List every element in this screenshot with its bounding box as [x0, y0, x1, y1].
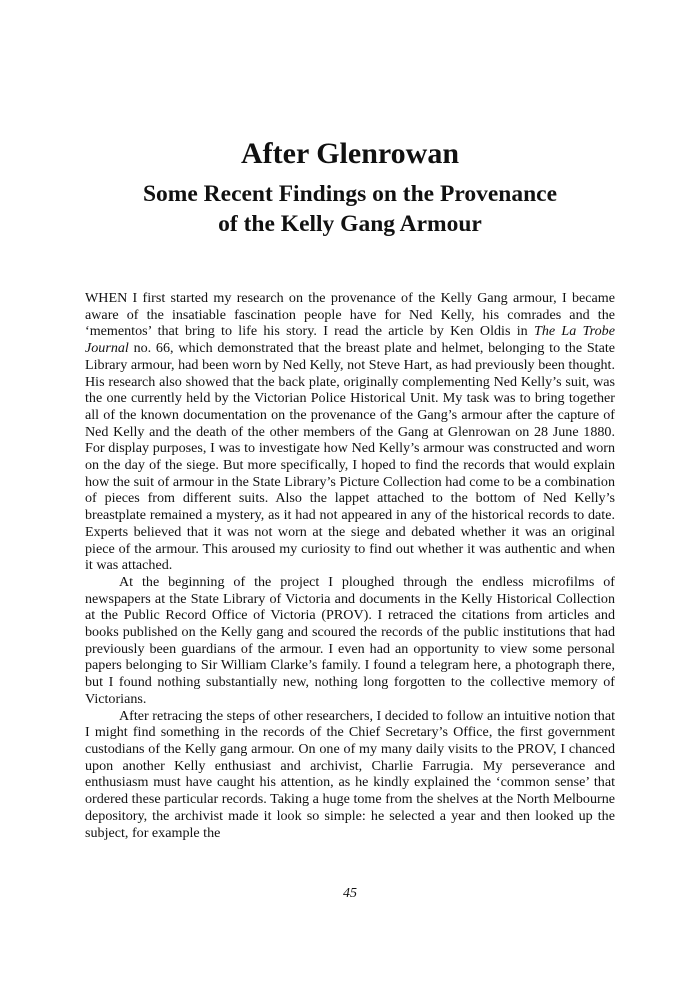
page-number: 45 — [343, 886, 357, 901]
article-title: After Glenrowan — [240, 137, 460, 170]
subtitle-line-2: of the Kelly Gang Armour — [218, 211, 482, 237]
journal-name: The La Trobe Journal — [85, 323, 615, 357]
article-body — [85, 290, 615, 841]
article-subtitle — [90, 179, 610, 239]
paragraph-2: At the beginning of the project I ploughed through the endless microfilms of newspapers at the State Library of Victoria and documents in the Kelly Historical Collection at the Public Record Office of Victoria (PROV). I retraced the citations from articles and books published on the Kelly gang and scoured the records of the public institutions that had previously been guardians of the armour. I even had an opportunity to view some personal papers belonging to Sir William Clarke’s family. I found a telegram here, a photograph there, but I found nothing substantially new, nothing long forgotten to the collective memory of Victorians. — [85, 573, 615, 707]
paragraph-1-text-a: WHEN I first started my research on the provenance of the Kelly Gang armour, I became aware of the insatiable fascination people have for Ned Kelly, his comrades and the ‘mementos’ that bring to life his story. I read the article by Ken Oldis in — [85, 290, 615, 340]
subtitle-line-1: Some Recent Findings on the Provenance — [142, 181, 558, 207]
paragraph-1-text-b: no. 66, which demonstrated that the breast plate and helmet, belonging to the State Library armour, had been worn by Ned Kelly, not Steve Hart, as had previously been thought. His research also showed that the back plate, originally complementing Ned Kelly’s suit, was the one currently held by the Victorian Police Historical Unit. My task was to bring together all of the known documentation on the provenance of the Gang’s armour after the capture of Ned Kelly and the death of the other members of the Gang at Glenrowan on 28 June 1880. For display purposes, I was to investigate how Ned Kelly’s armour was constructed and worn on the day of the siege. But more specifically, I hoped to find the records that would explain how the suit of armour in the State Library’s Picture Collection had come to be a combination of pieces from different suits. Also the lappet attached to the bottom of Ned Kelly’s breastplate remained a mystery, as it had not appeared in any of the historical records to date. Experts believed that it was not worn at the siege and debated whether it was an original piece of the armour. This aroused my curiosity to find out whether it was authentic and when it was attached. — [85, 340, 615, 574]
paragraph-1 — [85, 290, 615, 574]
paragraph-3: After retracing the steps of other researchers, I decided to follow an intuitive notion that I might find something in the records of the Chief Secretary’s Office, the first government custodians of the Kelly gang armour. On one of my many daily visits to the PROV, I chanced upon another Kelly enthusiast and archivist, Charlie Farrugia. My perseverance and enthusiasm must have caught his attention, as he kindly explained the ‘common sense’ that ordered these particular records. Taking a huge tome from the shelves at the North Melbourne depository, the archivist made it look so simple: he selected a year and then looked up the subject, for example the — [85, 707, 615, 841]
